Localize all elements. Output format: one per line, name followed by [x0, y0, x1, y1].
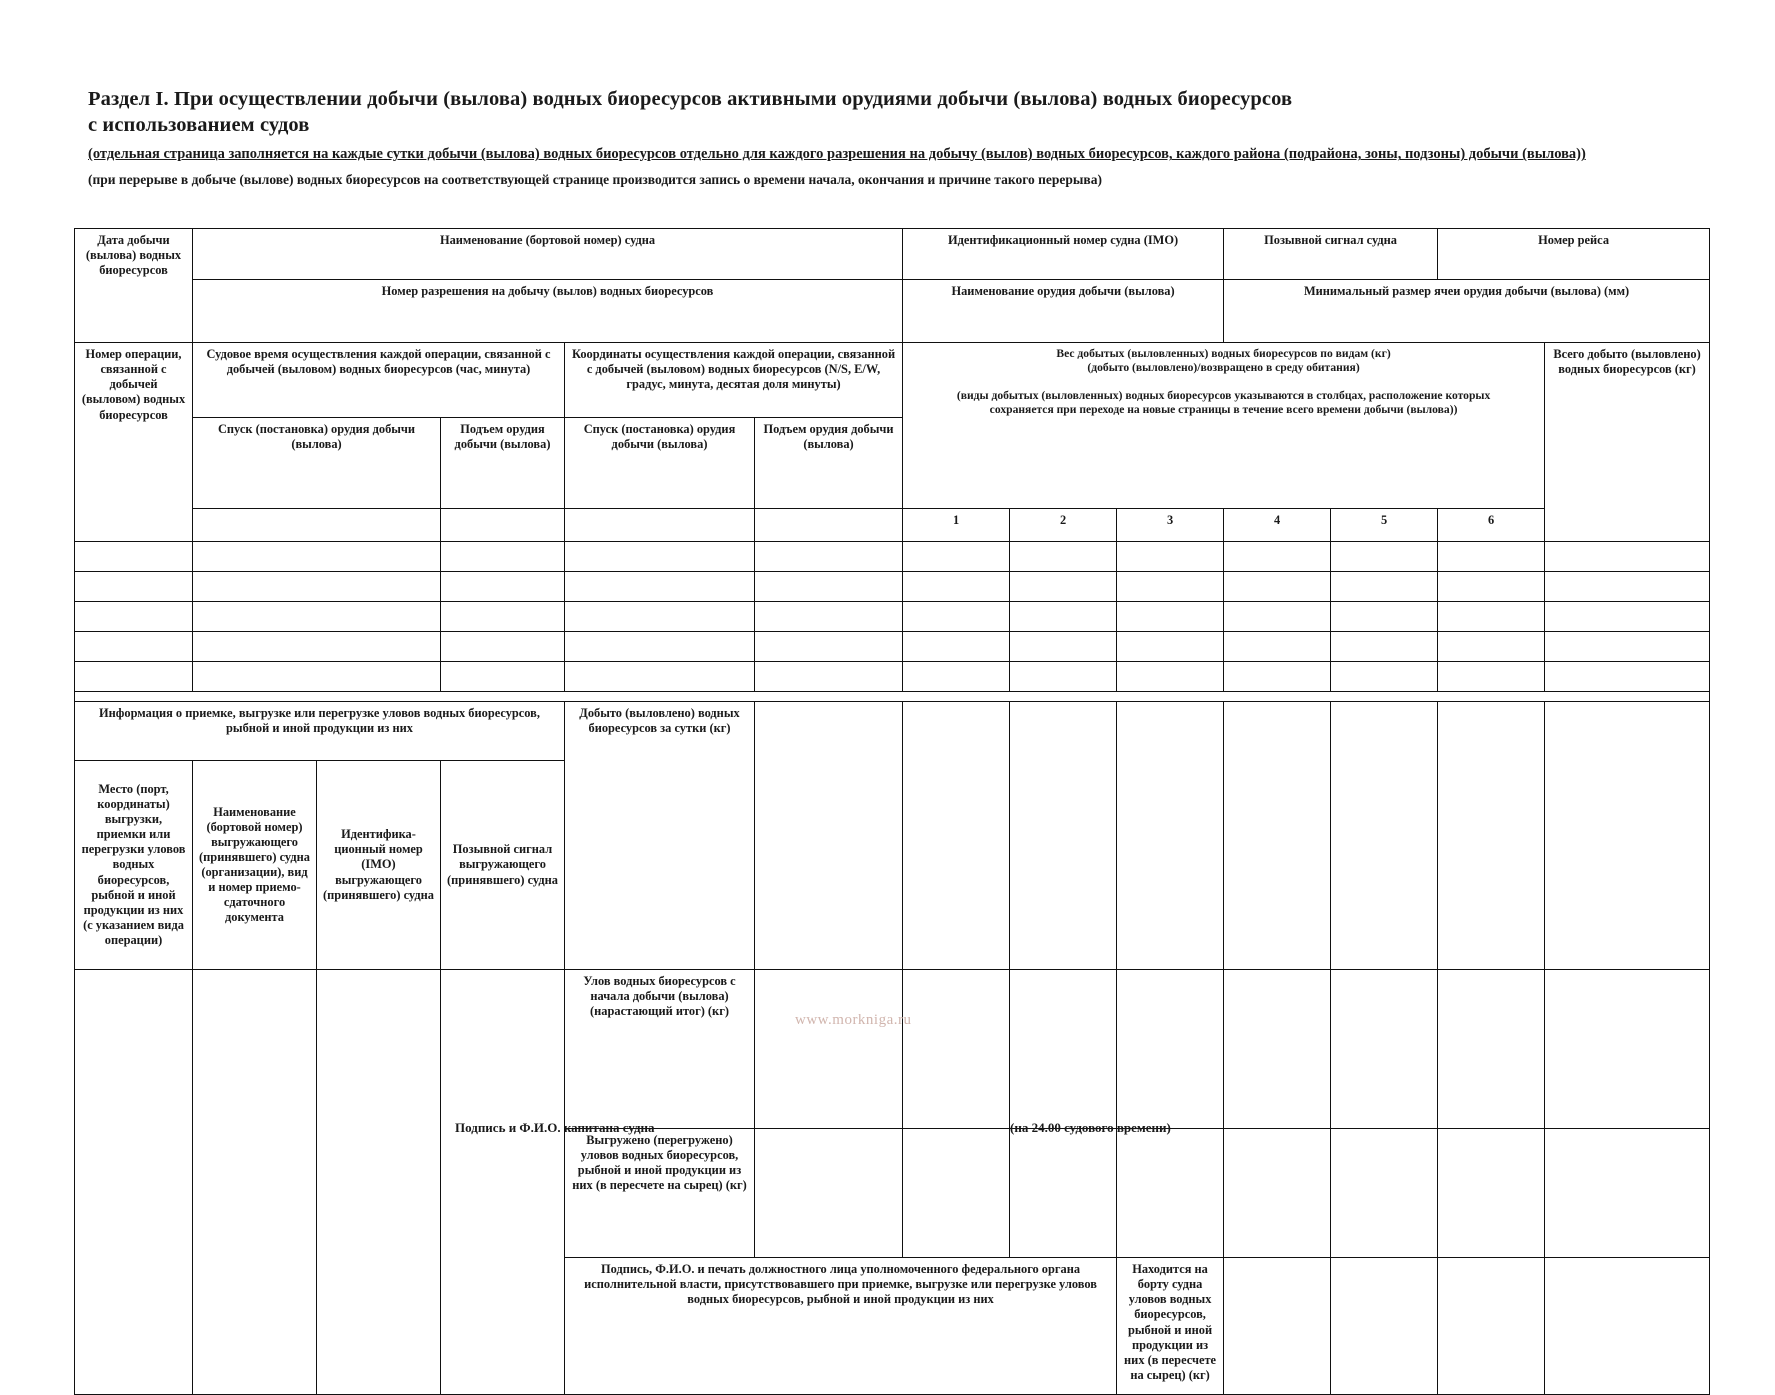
cell-species-5[interactable]	[1331, 662, 1438, 692]
cell-species-3[interactable]	[1117, 542, 1224, 572]
cell-species-1[interactable]	[903, 542, 1010, 572]
cell-cum-6[interactable]	[1331, 970, 1438, 1129]
col-species-2: 2	[1010, 509, 1117, 542]
cell-coord-down[interactable]	[565, 662, 755, 692]
cell-coord-up[interactable]	[755, 542, 903, 572]
cell-total[interactable]	[1545, 542, 1710, 572]
cell-species-1[interactable]	[903, 662, 1010, 692]
section-separator	[75, 692, 1710, 702]
cell-species-6[interactable]	[1438, 542, 1545, 572]
cell-place-value[interactable]	[75, 970, 193, 1395]
cell-onb-3[interactable]	[1438, 1258, 1545, 1395]
cumulative-row	[75, 970, 1710, 1129]
cell-species-5[interactable]	[1331, 602, 1438, 632]
col-coord-up: Подъем орудия добычи (вылова)	[755, 418, 903, 509]
cell-species-3[interactable]	[1117, 632, 1224, 662]
cell-daily-7[interactable]	[1438, 702, 1545, 970]
weight-group-line3: (виды добытых (выловленных) водных биоресурсов указываются в столбцах, расположение которых сохраняется при переходе на новые страницы в течение всего времени добычи (вылова))	[956, 389, 1491, 417]
cell-receiving-vessel: Наименование (бортовой номер) выгружающего (принявшего) судна (организации), вид и номер приемо-сдаточного документа	[193, 761, 317, 970]
cell-coord-up[interactable]	[755, 662, 903, 692]
cell-species-2[interactable]	[1010, 572, 1117, 602]
weight-group-line2: (добыто (выловлено)/возвращено в среду обитания)	[1087, 361, 1360, 375]
cell-time-up[interactable]	[441, 632, 565, 662]
cell-cum-2[interactable]	[903, 970, 1010, 1129]
cell-onb-4[interactable]	[1545, 1258, 1710, 1395]
table-row[interactable]	[75, 572, 1710, 602]
cell-receiving-call-value[interactable]	[441, 970, 565, 1395]
cell-species-2[interactable]	[1010, 602, 1117, 632]
col-species-6: 6	[1438, 509, 1545, 542]
col-species-4: 4	[1224, 509, 1331, 542]
cell-voyage-number: Номер рейса	[1438, 229, 1710, 280]
cell-operation-number[interactable]	[75, 662, 193, 692]
cell-call-sign: Позывной сигнал судна	[1224, 229, 1438, 280]
cell-operation-number[interactable]	[75, 572, 193, 602]
cell-cumulative-label: Улов водных биоресурсов с начала добычи (вылова) (нарастающий итог) (кг)	[565, 970, 755, 1129]
page-note: (при перерыве в добыче (вылове) водных биоресурсов на соответствующей странице производится запись о времени начала, окончания и причине такого перерыва)	[88, 171, 1102, 187]
cell-daily-3[interactable]	[1010, 702, 1117, 970]
cell-species-5[interactable]	[1331, 572, 1438, 602]
cell-total[interactable]	[1545, 632, 1710, 662]
cell-daily-2[interactable]	[903, 702, 1010, 970]
cell-operation-number[interactable]	[75, 602, 193, 632]
col-total-caught: Всего добыто (выловлено) водных биоресурсов (кг)	[1545, 343, 1710, 542]
cell-coord-up[interactable]	[755, 572, 903, 602]
cell-receiving-call: Позывной сигнал выгружающего (принявшего) судна	[441, 761, 565, 970]
col-time-up: Подъем орудия добычи (вылова)	[441, 418, 565, 509]
cell-coord-down[interactable]	[565, 632, 755, 662]
col-ship-time-group: Судовое время осуществления каждой операции, связанной с добычей (выловом) водных биоресурсов (час, минута)	[193, 343, 565, 418]
cell-cum-4[interactable]	[1117, 970, 1224, 1129]
cell-species-6[interactable]	[1438, 632, 1545, 662]
cell-species-3[interactable]	[1117, 602, 1224, 632]
cell-unl-1[interactable]	[755, 1129, 903, 1258]
col-operation-number: Номер операции, связанной с добычей (выловом) водных биоресурсов	[75, 343, 193, 542]
cell-coord-down[interactable]	[565, 542, 755, 572]
col-species-5: 5	[1331, 509, 1438, 542]
cell-receiving-vessel-value[interactable]	[193, 970, 317, 1395]
col-time-up-spacer	[441, 509, 565, 542]
cell-receiving-imo-value[interactable]	[317, 970, 441, 1395]
cell-time-down[interactable]	[193, 602, 441, 632]
cell-unl-6[interactable]	[1331, 1129, 1438, 1258]
cell-species-4[interactable]	[1224, 662, 1331, 692]
cell-total[interactable]	[1545, 662, 1710, 692]
column-header-row-3	[75, 509, 1710, 542]
cell-time-down[interactable]	[193, 572, 441, 602]
cell-mesh-size: Минимальный размер ячеи орудия добычи (вылова) (мм)	[1224, 280, 1710, 343]
cell-operation-number[interactable]	[75, 632, 193, 662]
cell-gear-name: Наименование орудия добычи (вылова)	[903, 280, 1224, 343]
cell-vessel-name: Наименование (бортовой номер) судна	[193, 229, 903, 280]
cell-unl-total[interactable]	[1545, 1129, 1710, 1258]
cell-daily-catch-label: Добыто (выловлено) водных биоресурсов за сутки (кг)	[565, 702, 755, 970]
cell-place: Место (порт, координаты) выгрузки, приемки или перегрузки уловов водных биоресурсов, рыбной и иной продукции из них (с указанием вида операции)	[75, 761, 193, 970]
separator-bar	[75, 692, 1710, 702]
page-title-line2: с использованием судов	[88, 114, 310, 137]
col-time-down: Спуск (постановка) орудия добычи (вылова)	[193, 418, 441, 509]
form-table	[74, 228, 1710, 1395]
cell-time-up[interactable]	[441, 542, 565, 572]
watermark: www.morkniga.ru	[795, 1012, 912, 1028]
captain-signature-label: Подпись и Ф.И.О. капитана судна	[455, 1120, 655, 1135]
cell-species-6[interactable]	[1438, 572, 1545, 602]
cell-unl-3[interactable]	[1010, 1129, 1117, 1258]
table-row[interactable]	[75, 632, 1710, 662]
cell-species-1[interactable]	[903, 572, 1010, 602]
cell-species-3[interactable]	[1117, 662, 1224, 692]
cell-species-6[interactable]	[1438, 602, 1545, 632]
col-coord-down-spacer	[565, 509, 755, 542]
cell-operation-number[interactable]	[75, 542, 193, 572]
col-coords-group: Координаты осуществления каждой операции, связанной с добычей (выловом) водных биоресурсов (N/S, E/W, градус, минута, десятая доля минуты)	[565, 343, 903, 418]
cell-daily-1[interactable]	[755, 702, 903, 970]
cell-daily-4[interactable]	[1117, 702, 1224, 970]
cell-total[interactable]	[1545, 602, 1710, 632]
cell-info-title: Информация о приемке, выгрузке или перегрузке уловов водных биоресурсов, рыбной и иной продукции из них	[75, 702, 565, 761]
cell-species-5[interactable]	[1331, 632, 1438, 662]
cell-onb-2[interactable]	[1331, 1258, 1438, 1395]
cell-species-4[interactable]	[1224, 542, 1331, 572]
page-subtitle: (отдельная страница заполняется на каждые сутки добычи (вылова) водных биоресурсов отдельно для каждого разрешения на добычу (вылов) водных биоресурсов, каждого района (подрайона, зоны, подзоны) добычи (вылова))	[88, 146, 1586, 163]
table-row[interactable]	[75, 662, 1710, 692]
cell-cum-3[interactable]	[1010, 970, 1117, 1129]
cell-receiving-imo: Идентифика-ционный номер (IMO) выгружающего (принявшего) судна	[317, 761, 441, 970]
col-species-1: 1	[903, 509, 1010, 542]
col-time-down-spacer	[193, 509, 441, 542]
cell-species-6[interactable]	[1438, 662, 1545, 692]
cell-species-1[interactable]	[903, 602, 1010, 632]
page-title: Раздел I. При осуществлении добычи (вылова) водных биоресурсов активными орудиями добычи (вылова) водных биоресурсов	[88, 88, 1293, 110]
cell-total[interactable]	[1545, 572, 1710, 602]
cell-species-4[interactable]	[1224, 572, 1331, 602]
cell-permit-number: Номер разрешения на добычу (вылов) водных биоресурсов	[193, 280, 903, 343]
cell-signature-block: Подпись, Ф.И.О. и печать должностного лица уполномоченного федерального органа исполнительной власти, присутствовавшего при приемке, выгрузке или перегрузке уловов водных биоресурсов, рыбной и иной продукции из них	[565, 1258, 1117, 1395]
cell-unl-7[interactable]	[1438, 1129, 1545, 1258]
cell-time-up[interactable]	[441, 602, 565, 632]
cell-time-down[interactable]	[193, 662, 441, 692]
cell-coord-down[interactable]	[565, 602, 755, 632]
col-weight-group	[903, 343, 1545, 509]
cell-daily-5[interactable]	[1224, 702, 1331, 970]
cell-date-catch: Дата добычи (вылова) водных биоресурсов	[75, 229, 193, 343]
table-row[interactable]	[75, 542, 1710, 572]
cell-imo: Идентификационный номер судна (IMO)	[903, 229, 1224, 280]
weight-group-line1: Вес добытых (выловленных) водных биоресурсов по видам (кг)	[1056, 347, 1391, 360]
cell-time-up[interactable]	[441, 662, 565, 692]
cell-species-4[interactable]	[1224, 602, 1331, 632]
lower-info-title-row	[75, 702, 1710, 761]
column-header-row-1	[75, 343, 1710, 418]
cell-unloaded-label: Выгружено (перегружено) уловов водных биоресурсов, рыбной и иной продукции из них (в пересчете на сырец) (кг)	[565, 1129, 755, 1258]
cell-cum-5[interactable]	[1224, 970, 1331, 1129]
cell-daily-total[interactable]	[1545, 702, 1710, 970]
cell-unl-5[interactable]	[1224, 1129, 1331, 1258]
cell-cum-7[interactable]	[1438, 970, 1545, 1129]
header-band-row-1	[75, 229, 1710, 280]
header-band-row-2	[75, 280, 1710, 343]
col-species-3: 3	[1117, 509, 1224, 542]
table-row[interactable]	[75, 602, 1710, 632]
cell-species-2[interactable]	[1010, 542, 1117, 572]
cell-cum-total[interactable]	[1545, 970, 1710, 1129]
cell-unl-4[interactable]	[1117, 1129, 1224, 1258]
cell-onb-1[interactable]	[1224, 1258, 1331, 1395]
cell-species-3[interactable]	[1117, 572, 1224, 602]
cell-coord-up[interactable]	[755, 632, 903, 662]
cell-cum-1[interactable]	[755, 970, 903, 1129]
col-coord-down: Спуск (постановка) орудия добычи (вылова)	[565, 418, 755, 509]
cell-time-down[interactable]	[193, 632, 441, 662]
cell-daily-6[interactable]	[1331, 702, 1438, 970]
col-coord-up-spacer	[755, 509, 903, 542]
form-table-wrap	[74, 228, 1709, 1395]
cell-species-2[interactable]	[1010, 662, 1117, 692]
cell-species-4[interactable]	[1224, 632, 1331, 662]
cell-species-1[interactable]	[903, 632, 1010, 662]
cell-time-down[interactable]	[193, 542, 441, 572]
cell-species-5[interactable]	[1331, 542, 1438, 572]
cell-time-up[interactable]	[441, 572, 565, 602]
cell-coord-down[interactable]	[565, 572, 755, 602]
time-note-label: (на 24.00 судового времени)	[1010, 1120, 1171, 1135]
heading-block	[88, 86, 1698, 188]
cell-unl-2[interactable]	[903, 1129, 1010, 1258]
cell-species-2[interactable]	[1010, 632, 1117, 662]
cell-onboard-label: Находится на борту судна уловов водных биоресурсов, рыбной и иной продукции из них (в пересчете на сырец) (кг)	[1117, 1258, 1224, 1395]
cell-coord-up[interactable]	[755, 602, 903, 632]
